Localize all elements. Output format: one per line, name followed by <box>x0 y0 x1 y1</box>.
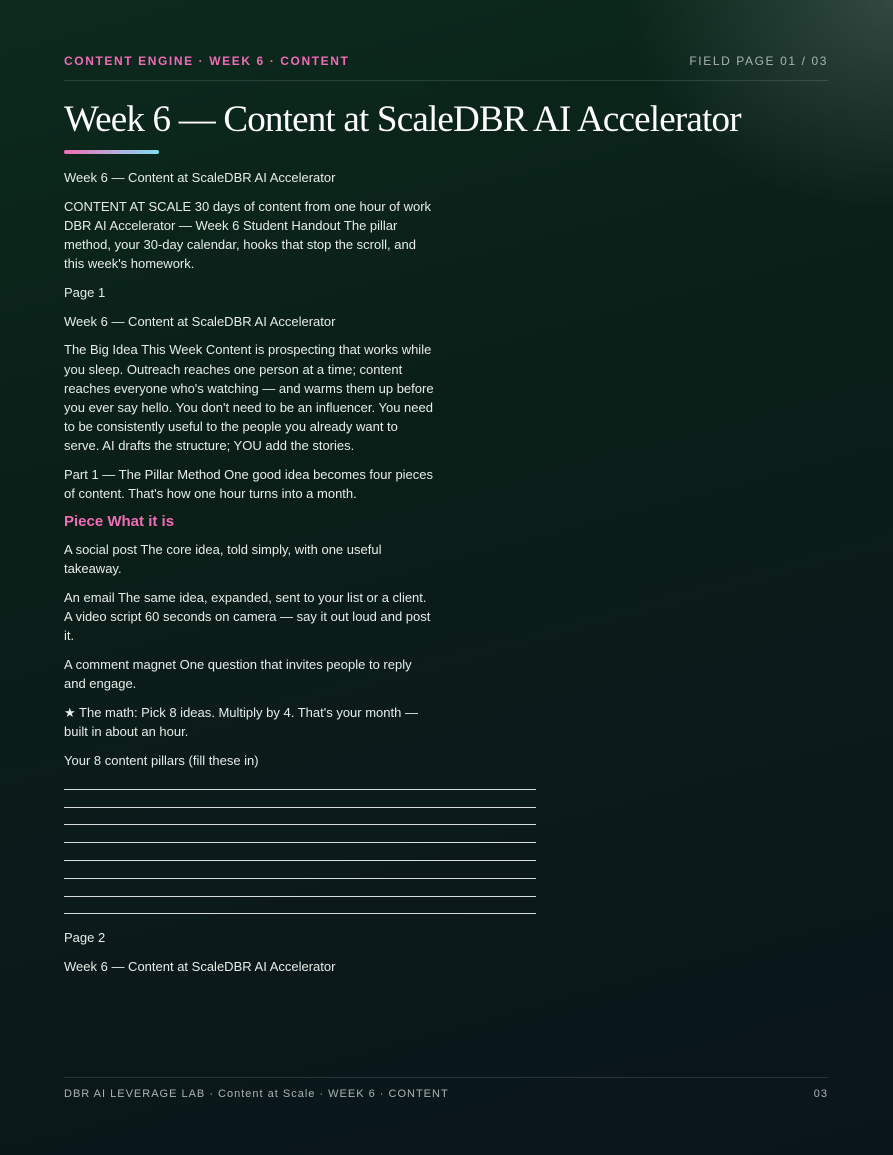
running-header: Week 6 — Content at ScaleDBR AI Accelerator <box>64 313 336 329</box>
running-header: Week 6 — Content at ScaleDBR AI Accelerator <box>64 170 336 185</box>
fill-line[interactable] <box>64 772 536 790</box>
fill-line[interactable] <box>64 879 536 897</box>
footer-page-number: 03 <box>813 1088 828 1100</box>
math-callout: ★ The math: Pick 8 ideas. Multiply by 4. That's your month — built in about an hour. <box>64 704 418 740</box>
page-title: Week 6 — Content at ScaleDBR AI Accelerator <box>64 99 741 140</box>
fill-line[interactable] <box>64 790 536 808</box>
footer-label: DBR AI LEVERAGE LAB · Content at Scale · WEEK 6 · CONTENT <box>64 1088 449 1100</box>
field-page-indicator: FIELD PAGE 01 / 03 <box>689 54 828 68</box>
big-idea-paragraph: The Big Idea This Week Content is prospecting that works while you sleep. Outreach reaches one person at a time; content reaches everyone who's watching — and warms them up before you ever say hello. You don't need to be an influencer. You need to be consistently useful to the people you already want to serve. AI drafts the structure; YOU add the stories. <box>64 342 434 454</box>
page-footer <box>64 1077 828 1100</box>
header-kicker: CONTENT ENGINE · WEEK 6 · CONTENT <box>64 54 350 68</box>
fill-line[interactable] <box>64 897 536 915</box>
fill-line[interactable] <box>64 843 536 861</box>
intro-paragraph: CONTENT AT SCALE 30 days of content from one hour of work DBR AI Accelerator — Week 6 Student Handout The pillar method, your 30-day calendar, hooks that stop the scroll, and this week's homework. <box>64 198 432 272</box>
page-header <box>64 54 828 81</box>
pillar-fill-lines <box>64 772 536 914</box>
pillars-prompt: Your 8 content pillars (fill these in) <box>64 752 259 768</box>
title-accent-bar <box>64 150 159 154</box>
piece-email-video: An email The same idea, expanded, sent to your list or a client. A video script 60 seconds on camera — say it out loud and post it. <box>64 589 431 644</box>
fill-line[interactable] <box>64 825 536 843</box>
fill-line[interactable] <box>64 808 536 826</box>
page-marker: Page 2 <box>64 930 106 946</box>
piece-social-post: A social post The core idea, told simply, with one useful takeaway. <box>64 542 382 577</box>
fill-line[interactable] <box>64 861 536 879</box>
running-header: Week 6 — Content at ScaleDBR AI Accelerator <box>64 959 336 975</box>
section-heading: Piece What it is <box>64 513 175 531</box>
handout-page <box>64 0 828 1155</box>
pillar-method-paragraph: Part 1 — The Pillar Method One good idea becomes four pieces of content. That's how one hour turns into a month. <box>64 467 434 502</box>
piece-comment-magnet: A comment magnet One question that invites people to reply and engage. <box>64 657 412 692</box>
page-marker: Page 1 <box>64 285 106 301</box>
handout-body <box>64 168 436 986</box>
